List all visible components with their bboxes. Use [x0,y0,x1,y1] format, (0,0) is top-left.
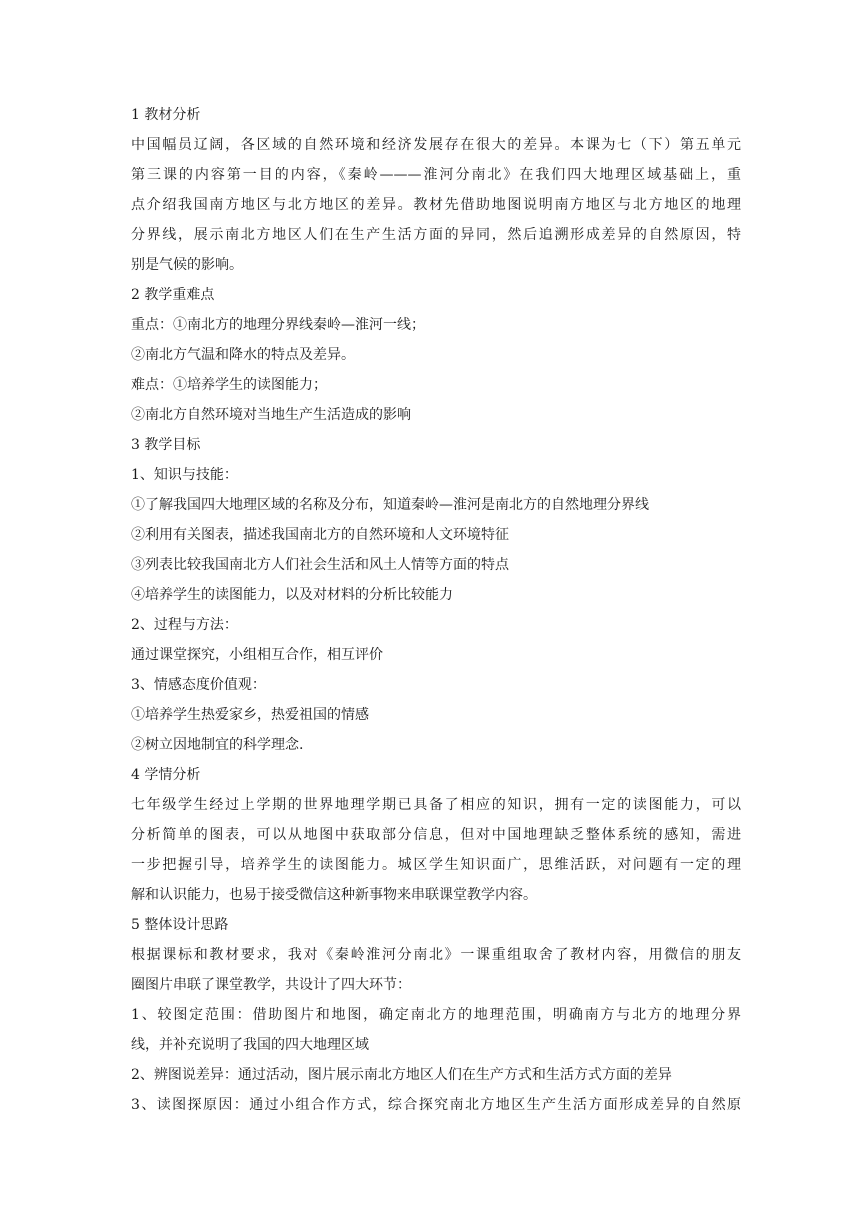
text-line: 分界线，展示南北方地区人们在生产生活方面的异同，然后追溯形成差异的自然原因，特 [131,227,741,243]
text-line: 点介绍我国南方地区与北方地区的差异。教材先借助地图说明南方地区与北方地区的地理 [131,197,741,213]
text-line: ①了解我国四大地理区域的名称及分布，知道秦岭—淮河是南北方的自然地理分界线 [131,497,649,513]
text-line: 通过课堂探究，小组相互合作，相互评价 [131,647,383,663]
text-line: 4 学情分析 [131,767,201,783]
text-line: 中国幅员辽阔，各区域的自然环境和经济发展存在很大的差异。本课为七（下）第五单元 [131,137,741,153]
text-line: 重点：①南北方的地理分界线秦岭—淮河一线； [131,317,425,333]
document-body [131,100,741,1120]
text-line: 根据课标和教材要求，我对《秦岭淮河分南北》一课重组取舍了教材内容，用微信的朋友 [131,947,741,963]
text-line: 2 教学重难点 [131,287,215,303]
text-line: 七年级学生经过上学期的世界地理学期已具备了相应的知识，拥有一定的读图能力，可以 [131,797,741,813]
text-line: 3、读图探原因：通过小组合作方式，综合探究南北方地区生产生活方面形成差异的自然原 [131,1097,741,1113]
text-line: ②南北方气温和降水的特点及差异。 [131,347,355,363]
text-line: ④培养学生的读图能力，以及对材料的分析比较能力 [131,587,453,603]
text-line: 第三课的内容第一目的内容，《秦岭———淮河分南北》在我们四大地理区域基础上，重 [131,167,741,183]
text-line: 1 教材分析 [131,107,201,123]
text-line: 3、情感态度价值观： [131,677,266,693]
text-line: 圈图片串联了课堂教学，共设计了四大环节： [131,977,411,993]
text-line: 别是气候的影响。 [131,257,243,273]
text-line: 1、知识与技能： [131,467,238,483]
text-line: ①培养学生热爱家乡，热爱祖国的情感 [131,707,369,723]
text-line: 分析简单的图表，可以从地图中获取部分信息，但对中国地理缺乏整体系统的感知，需进 [131,827,741,843]
text-line: 2、辨图说差异：通过活动，图片展示南北方地区人们在生产方式和生活方式方面的差异 [131,1067,672,1083]
text-line: 5 整体设计思路 [131,917,229,933]
text-line: 解和认识能力，也易于接受微信这种新事物来串联课堂教学内容。 [131,887,537,903]
text-line: 线，并补充说明了我国的四大地理区域 [131,1037,369,1053]
text-line: ②南北方自然环境对当地生产生活造成的影响 [131,407,411,423]
text-line: ③列表比较我国南北方人们社会生活和风土人情等方面的特点 [131,557,509,573]
text-line: 2、过程与方法： [131,617,238,633]
text-line: 一步把握引导，培养学生的读图能力。城区学生知识面广，思维活跃，对问题有一定的理 [131,857,741,873]
text-line: ②树立因地制宜的科学理念. [131,737,304,753]
text-line: 1、较图定范围：借助图片和地图，确定南北方的地理范围，明确南方与北方的地理分界 [131,1007,741,1023]
text-line: 3 教学目标 [131,437,201,453]
text-line: 难点：①培养学生的读图能力； [131,377,327,393]
text-line: ②利用有关图表，描述我国南北方的自然环境和人文环境特征 [131,527,509,543]
